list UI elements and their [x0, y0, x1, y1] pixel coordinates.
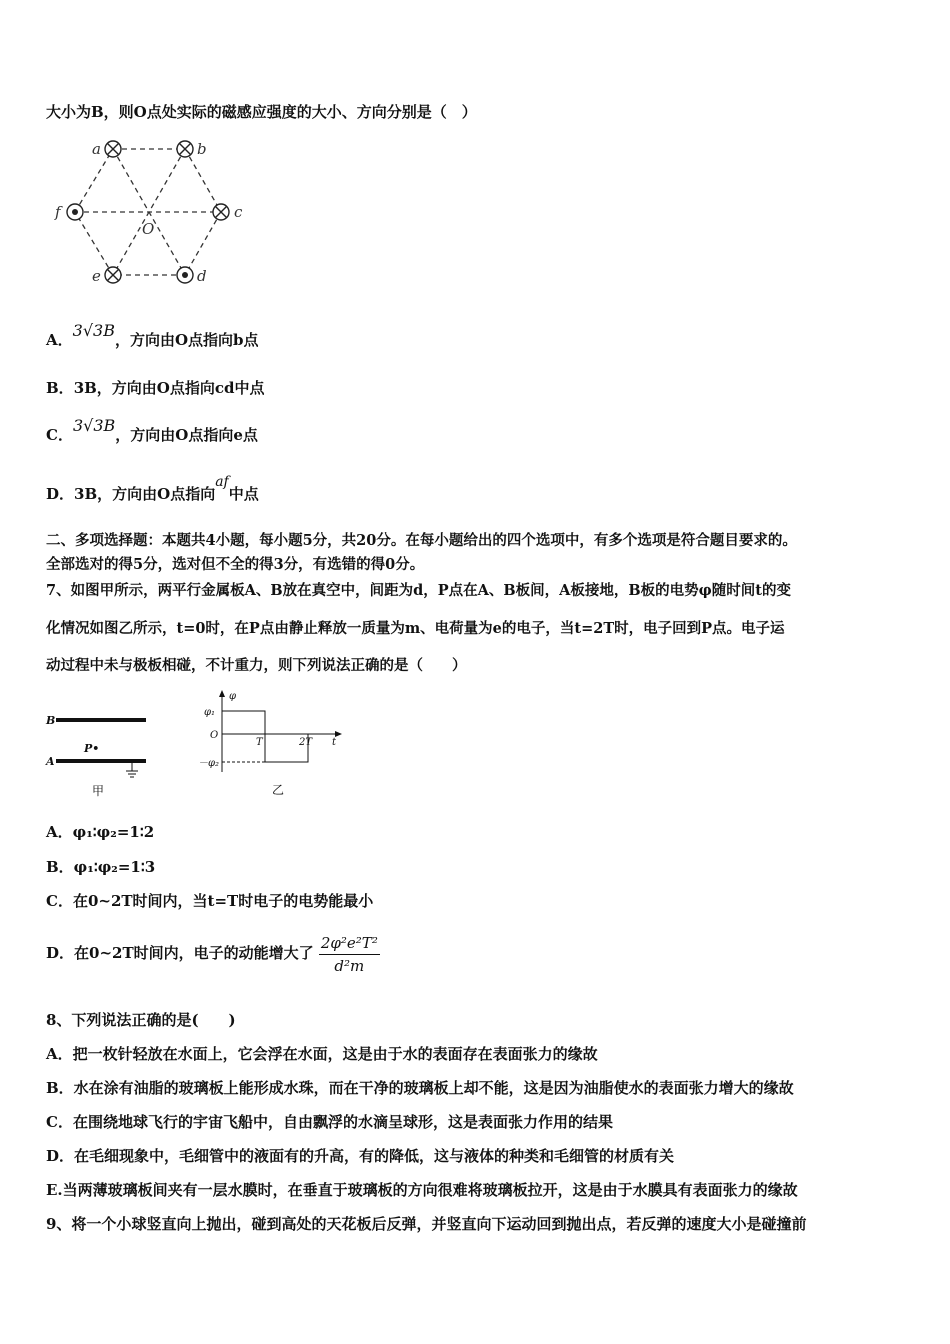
q8-stem: 8、下列说法正确的是( )	[46, 1011, 236, 1029]
q6-option-c: C．3√3B，方向由O点指向e点	[46, 416, 258, 444]
label-a: a	[92, 140, 101, 158]
tick-t-label: T	[256, 737, 263, 748]
label-b: b	[197, 140, 207, 158]
q7-option-c: C．在0~2T时间内，当t=T时电子的电势能最小	[46, 892, 374, 910]
plate-a-label: A	[46, 755, 55, 768]
q6-a-math: 3√3B	[72, 321, 115, 340]
q8-option-a: A．把一枚针轻放在水面上，它会浮在水面，这是由于水的表面存在表面张力的缘故	[46, 1045, 598, 1063]
neg-phi2-label: －φ₂	[198, 758, 220, 769]
q6-option-d: D．3B，方向由O点指向af中点	[46, 474, 259, 503]
label-e: e	[92, 267, 101, 285]
q7-stem-line2: 化情况如图乙所示，t=0时，在P点由静止释放一质量为m、电荷量为e的电子，当t=2T时，电子回到P点。电子运	[46, 620, 785, 637]
caption-yi: 乙	[272, 783, 285, 797]
section2-header-line2: 全部选对的得5分，选对但不全的得3分，有选错的得0分。	[46, 556, 425, 573]
label-d: d	[197, 267, 207, 285]
q6-option-b: B．3B，方向由O点指向cd中点	[46, 379, 265, 397]
phi1-label: φ₁	[204, 707, 216, 718]
q7-option-d: D．在0~2T时间内，电子的动能增大了 $\frac{\text{2φ²e²T²}}{\text{d²m}}$	[46, 933, 378, 975]
q8-option-c: C．在围绕地球飞行的宇宙飞船中，自由飘浮的水滴呈球形，这是表面张力作用的结果	[46, 1113, 613, 1131]
origin-label: O	[210, 730, 219, 741]
q8-option-e: E.当两薄玻璃板间夹有一层水膜时，在垂直于玻璃板的方向很难将玻璃板拉开，这是由于水膜具有表面张力的缘故	[46, 1181, 798, 1199]
label-c: c	[234, 203, 243, 221]
axis-phi-label: φ	[229, 691, 237, 702]
q9-stem: 9、将一个小球竖直向上抛出，碰到高处的天花板后反弹，并竖直向下运动回到抛出点，若反弹的速度大小是碰撞前	[46, 1215, 807, 1233]
q6-d-math: af	[215, 474, 229, 490]
q7-option-b: B．φ₁∶φ₂=1∶3	[46, 858, 156, 876]
q7-d-fraction: $\frac{\text{2φ²e²T²}}{\text{d²m}}$	[320, 933, 378, 975]
section2-header-line1: 二、多项选择题：本题共4小题，每小题5分，共20分。在每小题给出的四个选项中，有多个选项是符合题目要求的。	[46, 532, 797, 549]
q6-option-a: A．3√3B，方向由O点指向b点	[46, 321, 259, 349]
q7-stem-line3: 动过程中未与极板相碰，不计重力，则下列说法正确的是（ ）	[46, 657, 467, 674]
point-p-label: P•	[84, 742, 100, 755]
label-f: f	[55, 203, 61, 221]
axis-t-label: t	[332, 737, 337, 748]
figure-jia-plates	[44, 705, 154, 800]
caption-jia: 甲	[92, 784, 105, 798]
q7-option-a: A．φ₁∶φ₂=1∶2	[46, 823, 155, 841]
plate-b-label: B	[46, 714, 56, 727]
q7-stem-line1: 7、如图甲所示，两平行金属板A、B放在真空中，间距为d，P点在A、B板间，A板接地，B板的电势φ随时间t的变	[46, 582, 791, 599]
figure-yi-potential-graph	[196, 688, 346, 800]
q8-option-d: D．在毛细现象中，毛细管中的液面有的升高，有的降低，这与液体的种类和毛细管的材质有关	[46, 1147, 675, 1165]
tick-2t-label: 2T	[299, 737, 313, 748]
label-o: O	[142, 220, 155, 238]
q6-stem: 大小为B，则O点处实际的磁感应强度的大小、方向分别是（ ）	[46, 103, 477, 121]
q6-c-math: 3√3B	[72, 416, 116, 435]
q8-option-b: B．水在涂有油脂的玻璃板上能形成水珠，而在干净的玻璃板上却不能，这是因为油脂使水的表面张力增大的缘故	[46, 1079, 794, 1097]
hexagon-wire-figure	[48, 135, 258, 290]
